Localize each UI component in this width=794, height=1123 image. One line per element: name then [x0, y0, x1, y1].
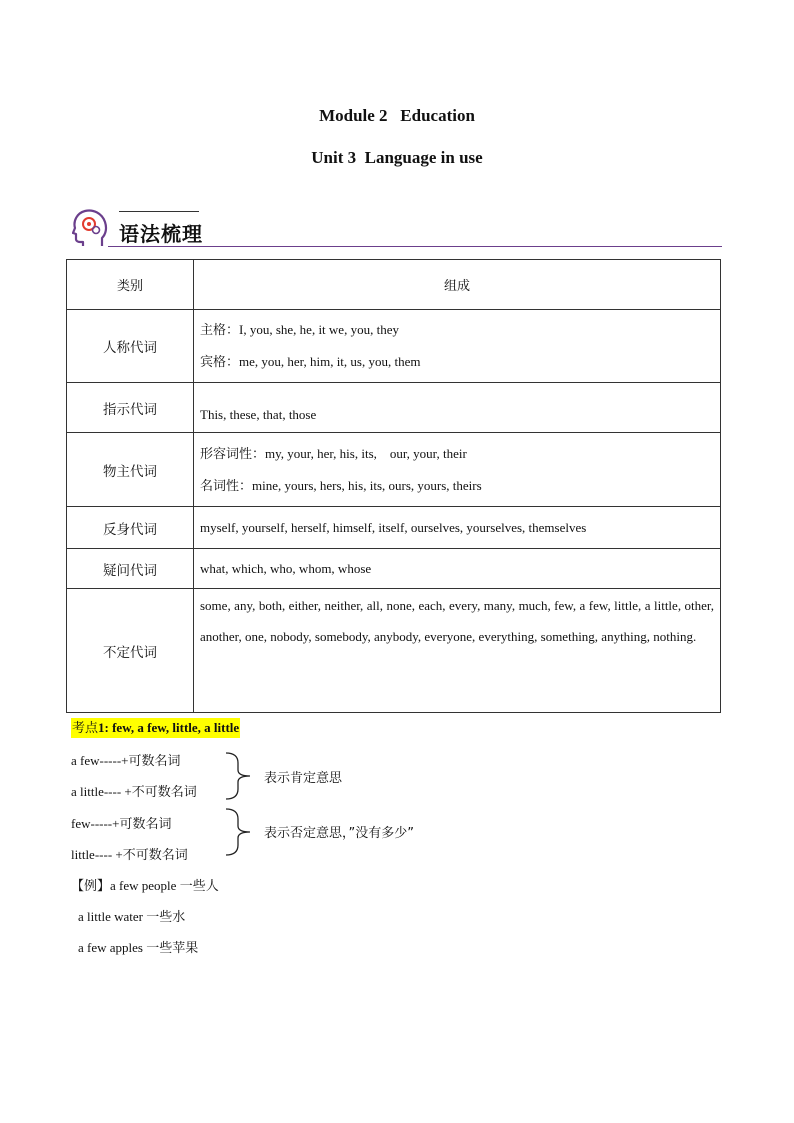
rule-line: a little---- +不可数名词 — [71, 784, 197, 800]
section-title: 语法梳理 — [119, 222, 203, 246]
composition-line: This, these, that, those — [200, 407, 317, 422]
table-row — [67, 507, 721, 549]
row-composition — [194, 433, 721, 507]
row-category: 人称代词 — [67, 310, 194, 383]
example-line: a few apples 一些苹果 — [78, 940, 199, 956]
row-composition — [194, 310, 721, 383]
row-category: 不定代词 — [67, 589, 194, 713]
composition-line: 主格：I, you, she, he, it we, you, they — [200, 322, 399, 338]
table-row — [67, 310, 721, 383]
row-composition — [194, 589, 721, 713]
table-row — [67, 549, 721, 589]
composition-line: what, which, who, whom, whose — [200, 561, 372, 576]
table-row — [67, 383, 721, 433]
table-row — [67, 433, 721, 507]
header-composition: 组成 — [194, 260, 721, 310]
composition-line: 形容词性：my, your, her, his, its, our, your, their — [200, 445, 467, 462]
rule-line: a few-----+可数名词 — [71, 753, 181, 769]
composition-line: some, any, both, either, neither, all, none, each, every, many, much, few, a few, little, a little, other, another, one, nobody, somebody, anybody, everyone, everything, something, anything, nothing. — [200, 598, 714, 644]
table-row — [67, 589, 721, 713]
row-composition — [194, 383, 721, 433]
rule-line: few-----+可数名词 — [71, 816, 172, 832]
negative-meaning: 表示否定意思，”没有多少” — [264, 826, 414, 841]
header-category: 类别 — [67, 260, 194, 310]
affirmative-meaning: 表示肯定意思 — [264, 771, 343, 786]
row-composition — [194, 549, 721, 589]
row-category: 反身代词 — [67, 507, 194, 549]
right-brace-icon — [222, 751, 262, 801]
rule-line: little---- +不可数名词 — [71, 847, 188, 863]
head-gears-icon — [72, 208, 108, 248]
row-composition — [194, 507, 721, 549]
unit-title: Unit 3 Language in use — [311, 148, 483, 167]
pronoun-table — [66, 259, 721, 713]
section-underline — [108, 246, 722, 247]
right-brace-icon — [222, 807, 262, 857]
table-header-row — [67, 260, 721, 310]
row-category: 疑问代词 — [67, 549, 194, 589]
module-title: Module 2 Education — [319, 106, 475, 125]
composition-line: 名词性：mine, yours, hers, his, its, ours, yours, theirs — [200, 477, 482, 494]
composition-line: 宾格：me, you, her, him, it, us, you, them — [200, 354, 421, 370]
example-line: 【例】a few people 一些人 — [71, 878, 219, 894]
key-point-label: 考点1: few, a few, little, a little — [72, 720, 240, 736]
section-top-rule — [119, 211, 199, 212]
row-category: 指示代词 — [67, 383, 194, 433]
example-line: a little water 一些水 — [78, 909, 186, 925]
row-category: 物主代词 — [67, 433, 194, 507]
composition-line: myself, yourself, herself, himself, itself, ourselves, yourselves, themselves — [200, 520, 587, 535]
